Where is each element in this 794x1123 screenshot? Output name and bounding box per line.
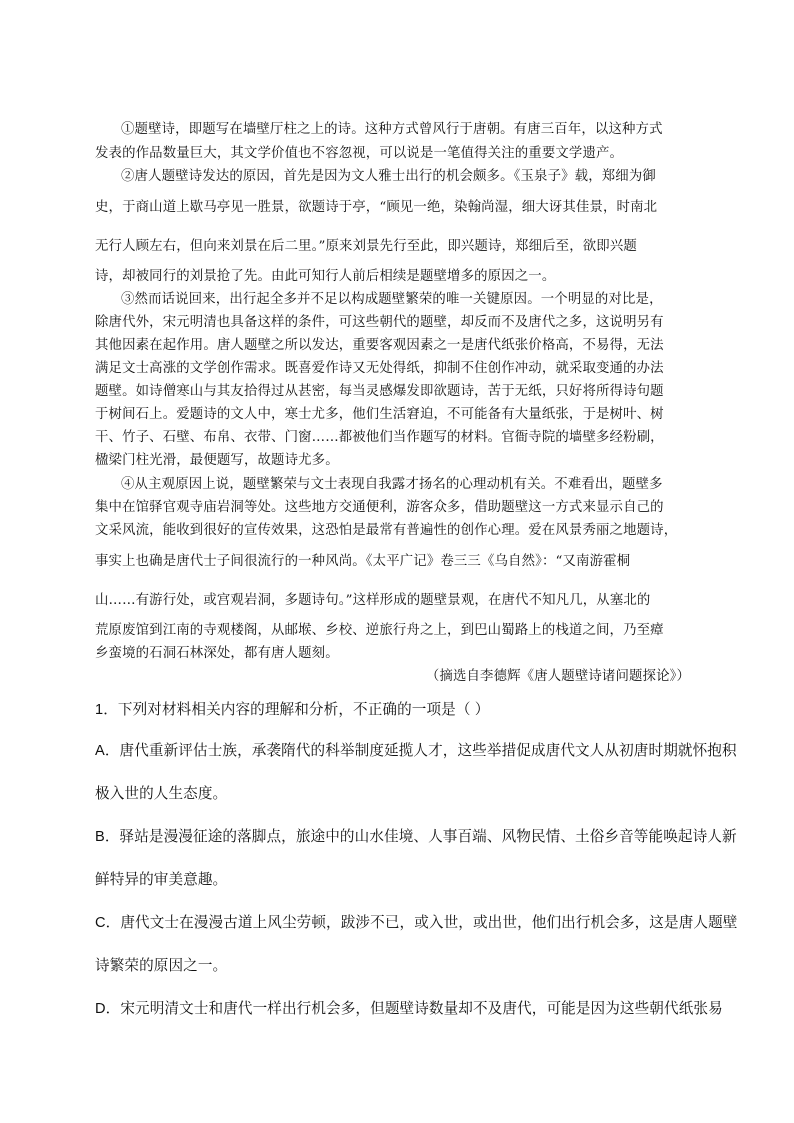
option-b-line-1: B．驿站是漫漫征途的落脚点，旅途中的山水佳境、人事百端、风物民情、土俗乡音等能唤起诗人新 (95, 829, 737, 845)
paragraph-4-line-2: 集中在馆驿官观寺庙岩洞等处。这些地方交通便利，游客众多，借助题壁这一方式来显示自己的 (95, 500, 664, 515)
paragraph-3-line-3: 其他因素在起作用。唐人题壁之所以发达，重要客观因素之一是唐代纸张价格高，不易得，无法 (95, 338, 664, 353)
paragraph-3-line-1: ③然而话说回来，出行起全多并不足以构成题壁繁荣的唯一关键原因。一个明显的对比是， (121, 292, 663, 307)
option-c-line-1: C．唐代文士在漫漫古道上风尘劳顿，跋涉不已，或入世，或出世，他们出行机会多，这是唐人题壁 (95, 915, 738, 931)
paragraph-1-line-1: ①题壁诗，即题写在墙壁厅柱之上的诗。这种方式曾风行于唐朝。有唐三百年，以这种方式 (121, 122, 663, 137)
paragraph-3-line-4: 满足文士高涨的文学创作需求。既喜爱作诗又无处得纸，抑制不住创作冲动，就采取变通的办法 (95, 361, 664, 376)
paragraph-4-line-5: 山……有游行处，或宫观岩洞，多题诗句。”这样形成的题壁景观，在唐代不知凡几，从塞北的 (95, 593, 651, 608)
paragraph-3-line-7: 干、竹子、石壁、布帛、衣带、门窗……都被他们当作题写的材料。官衙寺院的墙壁多经粉刷， (95, 430, 664, 445)
paragraph-2-line-3: 无行人顾左右，但向来刘景在后二里。”原来刘景先行至此，即兴题诗，郑细后至，欲即兴题 (95, 239, 637, 254)
option-a-line-1: A．唐代重新评估士族，承袭隋代的科举制度延揽人才，这些举措促成唐代文人从初唐时期就怀抱积 (95, 743, 737, 759)
paragraph-3-line-5: 题壁。如诗僧寒山与其友拾得过从甚密，每当灵感爆发即欲题诗，苦于无纸，只好将所得诗句题 (95, 384, 664, 399)
paragraph-2-line-1: ②唐人题壁诗发达的原因，首先是因为文人雅士出行的机会颇多。《玉泉子》载，郑细为御 (121, 169, 656, 184)
paragraph-1-line-2: 发表的作品数量巨大，其文学价值也不容忽视，可以说是一笔值得关注的重要文学遗产。 (95, 146, 624, 161)
paragraph-4-line-4: 事实上也确是唐代士子间很流行的一种风尚。《太平广记》卷三三《乌自然》：“又南游霍桐 (95, 554, 631, 569)
paragraph-2-line-4: 诗，却被同行的刘景抢了先。由此可知行人前后相续是题壁增多的原因之一。 (95, 269, 556, 284)
source-citation: （摘选自李德辉《唐人题壁诗诸问题探论》） (425, 669, 690, 684)
paragraph-4-line-6: 荒原废馆到江南的寺观楼阁，从邮堠、乡校、逆旅行舟之上，到巴山蜀路上的栈道之间，乃至瘴 (95, 623, 664, 638)
option-a-line-2: 极入世的人生态度。 (95, 786, 228, 802)
paragraph-3-line-6: 于树间石上。爱题诗的文人中，寒士尤多，他们生活窘迫，不可能备有大量纸张，于是树叶、树 (95, 407, 664, 422)
paragraph-4-line-1: ④从主观原因上说，题壁繁荣与文士表现自我露才扬名的心理动机有关。不难看出，题壁多 (121, 477, 663, 492)
paragraph-3-line-8: 楹梁门柱光滑，最便题写，故题诗尤多。 (95, 453, 339, 468)
option-c-line-2: 诗繁荣的原因之一。 (95, 958, 228, 974)
option-d-line-1: D．宋元明清文士和唐代一样出行机会多，但题壁诗数量却不及唐代，可能是因为这些朝代纸张易 (95, 1001, 723, 1017)
option-b-line-2: 鲜特异的审美意趣。 (95, 872, 228, 888)
paragraph-3-line-2: 除唐代外，宋元明清也具备这样的条件，可这些朝代的题壁，却反而不及唐代之多，这说明另有 (95, 315, 664, 330)
paragraph-4-line-3: 文采风流，能收到很好的宣传效果，这恐怕是最常有普遍性的创作心理。爱在风景秀丽之地题诗， (95, 523, 678, 538)
paragraph-4-line-7: 乡蛮境的石洞石林深处，都有唐人题刻。 (95, 646, 339, 661)
question-stem: 1．下列对材料相关内容的理解和分析，不正确的一项是（ ） (95, 702, 490, 718)
paragraph-2-line-2: 史，于商山道上歇马亭见一胜景，欲题诗于亭，“顾见一绝，染翰尚湿，细大讶其佳景，时南北 (95, 200, 658, 215)
